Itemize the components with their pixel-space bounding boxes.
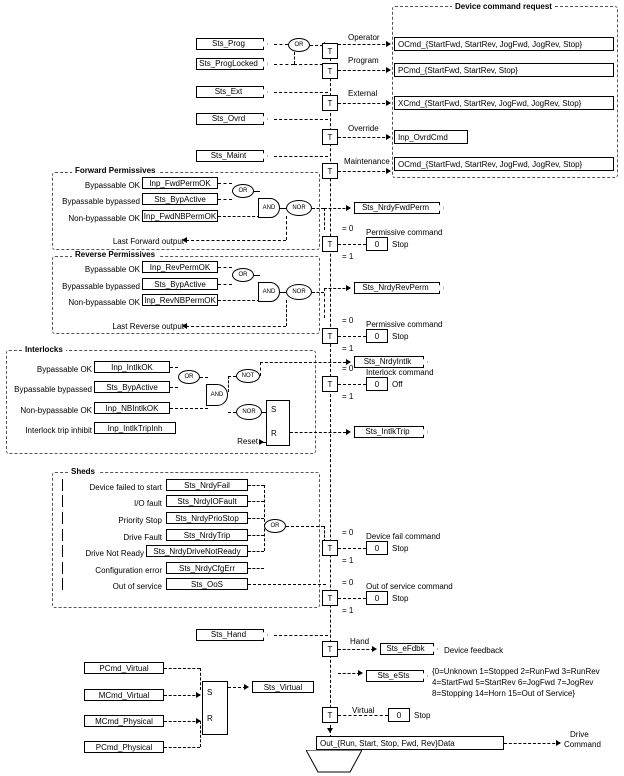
shed-row6-label: Out of service (112, 582, 162, 591)
intlk-row0-tag[interactable]: Inp_IntlkOK (94, 361, 170, 373)
rev-command-text: Stop (392, 332, 409, 341)
tag-sts-nrdyfwdperm[interactable]: Sts_NrdyFwdPerm (354, 202, 440, 214)
intlk-gate-nor: NOR (236, 404, 262, 420)
output-tag: Out_{Run, Start, Stop, Fwd, Rev}Data (316, 736, 504, 750)
t-gate-interlock: T (322, 376, 338, 392)
shed-row5-label: Configuration error (95, 566, 162, 575)
label-hand: Hand (350, 637, 370, 646)
label-program: Program (348, 56, 379, 65)
intlk-sel1: = 1 (342, 392, 354, 401)
t-gate-program: T (322, 63, 338, 79)
virtual-sr-r-label: R (207, 714, 213, 723)
tag-sts-proglocked[interactable]: Sts_ProgLocked (196, 58, 264, 70)
rev-row2-tag[interactable]: Inp_RevNBPermOK (142, 294, 218, 306)
group-sheds-title: Sheds (68, 467, 98, 476)
virtual-value: 0 (388, 708, 410, 722)
virtual-sr-s-label: S (207, 688, 213, 697)
t-gate-hand: T (322, 641, 338, 657)
cmd-maintenance: OCmd_{StartFwd, StartRev, JogFwd, JogRev, Stop} (394, 157, 614, 171)
t-gate-maintenance: T (322, 163, 338, 179)
fwd-command-label: Permissive command (366, 228, 443, 237)
label-maintenance: Maintenance (344, 157, 390, 166)
intlk-command-text: Off (392, 380, 403, 389)
intlk-row0-label: Bypassable OK (36, 365, 92, 374)
group-forward-permissives-title: Forward Permissives (72, 166, 158, 175)
sr-r-label: R (271, 429, 277, 438)
shed-gate-or: OR (264, 519, 286, 533)
shed-fail-command-label: Device fail command (366, 532, 441, 541)
intlk-row3-tag[interactable]: Inp_IntlkTripInh (94, 422, 176, 434)
rev-row1-tag[interactable]: Sts_BypActive (142, 278, 218, 290)
shed-row0-label: Device failed to start (89, 483, 162, 492)
intlk-command-label: Interlock command (366, 368, 434, 377)
rev-gate-nor: NOR (286, 284, 312, 300)
shed-fail-command-text: Stop (392, 544, 409, 553)
intlk-row1-label: Bypassable bypassed (14, 385, 92, 394)
fwd-row0-label: Bypassable OK (84, 181, 140, 190)
t-gate-operator: T (322, 43, 338, 59)
shed-row0-tag[interactable]: Sts_NrdyFail (166, 479, 248, 491)
label-device-feedback: Device feedback (444, 646, 504, 655)
fwd-row0-tag[interactable]: Inp_FwdPermOK (142, 177, 218, 189)
output-label-line1: Drive (570, 730, 589, 739)
t-gate-device-fail: T (322, 540, 338, 556)
intlk-gate-not: NOT (236, 369, 260, 383)
rev-sel1: = 1 (342, 344, 354, 353)
intlk-row2-tag[interactable]: Inp_NBIntlkOK (94, 402, 170, 414)
intlk-gate-or: OR (178, 370, 200, 384)
sr-s-label: S (271, 405, 277, 414)
tag-sts-virtual[interactable]: Sts_Virtual (252, 681, 314, 693)
fwd-gate-or: OR (232, 184, 254, 198)
tag-sts-efdbk[interactable]: Sts_eFdbk (380, 643, 434, 655)
rev-row1-label: Bypassable bypassed (62, 282, 140, 291)
t-gate-external: T (322, 95, 338, 111)
rev-sel0: = 0 (342, 316, 354, 325)
label-operator: Operator (348, 33, 380, 42)
intlk-reset-label: Reset (237, 437, 258, 446)
fwd-last-output: Last Forward output (112, 237, 184, 246)
fwd-gate-and: AND (258, 198, 280, 218)
shed-row4-label: Drive Not Ready (85, 549, 144, 558)
tag-sts-ext[interactable]: Sts_Ext (196, 86, 264, 98)
fwd-row2-label: Non-bypassable OK (68, 214, 140, 223)
rev-last-output: Last Reverse output (112, 322, 184, 331)
fwd-row1-tag[interactable]: Sts_BypActive (142, 193, 218, 205)
tag-sts-ovrd[interactable]: Sts_Ovrd (196, 113, 264, 125)
group-device-command-request-title: Device command request (452, 2, 555, 11)
virtual-input-mcmd-virtual[interactable]: MCmd_Virtual (84, 689, 164, 701)
shed-row2-tag[interactable]: Sts_NrdyPrioStop (166, 512, 248, 524)
shed-row6-tag[interactable]: Sts_OoS (166, 578, 248, 590)
tag-sts-nrdyrevperm[interactable]: Sts_NrdyRevPerm (354, 282, 440, 294)
cmd-override: Inp_OvrdCmd (394, 130, 468, 144)
group-reverse-permissives-title: Reverse Permissives (72, 250, 158, 259)
shed-row1-tag[interactable]: Sts_NrdyIOFault (166, 495, 248, 507)
shed-fail-sel1: = 1 (342, 556, 354, 565)
tag-sts-prog[interactable]: Sts_Prog (196, 38, 264, 50)
t-gate-fwd-permissive: T (322, 236, 338, 252)
output-terminator (306, 750, 362, 774)
fwd-row1-label: Bypassable bypassed (62, 197, 140, 206)
gate-or-operator: OR (288, 38, 310, 52)
shed-oos-sel1: = 1 (342, 606, 354, 615)
rev-row2-label: Non-bypassable OK (68, 298, 140, 307)
shed-fail-command-value: 0 (366, 541, 388, 555)
shed-fail-sel0: = 0 (342, 528, 354, 537)
intlk-row3-label: Interlock trip inhibit (25, 426, 92, 435)
intlk-row2-label: Non-bypassable OK (20, 406, 92, 415)
label-override: Override (348, 124, 379, 133)
tag-sts-nrdyintlk[interactable]: Sts_NrdyIntlk (354, 356, 424, 368)
shed-row1-label: I/O fault (133, 499, 162, 508)
tag-sts-maint[interactable]: Sts_Maint (196, 150, 264, 162)
fwd-row2-tag[interactable]: Inp_FwdNBPermOK (143, 211, 217, 221)
rev-gate-and: AND (258, 282, 280, 302)
label-external: External (348, 89, 378, 98)
cmd-external: XCmd_{StartFwd, StartRev, JogFwd, JogRev, Stop} (394, 96, 614, 110)
shed-oos-sel0: = 0 (342, 578, 354, 587)
intlk-sel0: = 0 (342, 364, 354, 373)
tag-sts-ests[interactable]: Sts_eSts (366, 670, 424, 682)
fwd-sel0: = 0 (342, 224, 354, 233)
shed-row3-label: Drive Fault (123, 533, 162, 542)
shed-oos-command-label: Out of service command (366, 582, 453, 591)
rev-row0-tag[interactable]: Inp_RevPermOK (142, 261, 218, 273)
fwd-gate-nor: NOR (286, 200, 312, 216)
t-gate-out-of-service: T (322, 590, 338, 606)
shed-oos-command-value: 0 (366, 591, 388, 605)
t-gate-rev-permissive: T (322, 328, 338, 344)
fwd-command-text: Stop (392, 240, 409, 249)
shed-oos-command-text: Stop (392, 594, 409, 603)
virtual-text: Stop (414, 711, 431, 720)
tag-sts-intlktrip[interactable]: Sts_IntlkTrip (354, 426, 424, 438)
shed-row5-tag[interactable]: Sts_NrdyCfgErr (166, 562, 248, 574)
shed-row4-tag[interactable]: Sts_NrdyDriveNotReady (146, 545, 248, 557)
virtual-input-pcmd-physical[interactable]: PCmd_Physical (84, 741, 164, 753)
intlk-row1-tag[interactable]: Sts_BypActive (94, 381, 170, 393)
interlock-sr-latch (266, 400, 290, 446)
cmd-program: PCmd_{StartFwd, StartRev, Stop} (394, 63, 614, 77)
label-virtual: Virtual (352, 706, 375, 715)
shed-row3-tag[interactable]: Sts_NrdyTrip (166, 529, 248, 541)
rev-command-value: 0 (366, 329, 388, 343)
intlk-gate-and: AND (206, 384, 228, 406)
rev-gate-or: OR (232, 268, 254, 282)
rev-command-label: Permissive command (366, 320, 443, 329)
shed-row2-label: Priority Stop (118, 516, 162, 525)
fwd-sel1: = 1 (342, 252, 354, 261)
tag-sts-hand[interactable]: Sts_Hand (196, 629, 264, 641)
virtual-input-mcmd-physical[interactable]: MCmd_Physical (84, 715, 164, 727)
state-legend-line: {0=Unknown 1=Stopped 2=RunFwd 3=RunRev 4=StartFwd 5=StartRev 6=JogFwd 7=JogRev 8=Stopping 14=Horn 15=Out of Service} (432, 667, 600, 698)
virtual-input-pcmd-virtual[interactable]: PCmd_Virtual (84, 662, 164, 674)
rev-row0-label: Bypassable OK (84, 265, 140, 274)
t-gate-override: T (322, 129, 338, 145)
t-gate-virtual: T (322, 707, 338, 723)
virtual-sr-latch (202, 681, 228, 735)
intlk-command-value: 0 (366, 377, 388, 391)
group-interlocks-title: Interlocks (22, 345, 66, 354)
cmd-operator: OCmd_{StartFwd, StartRev, JogFwd, JogRev, Stop} (394, 37, 614, 51)
group-device-command-request (392, 6, 618, 178)
fwd-command-value: 0 (366, 237, 388, 251)
output-label-line2: Command (564, 740, 601, 749)
